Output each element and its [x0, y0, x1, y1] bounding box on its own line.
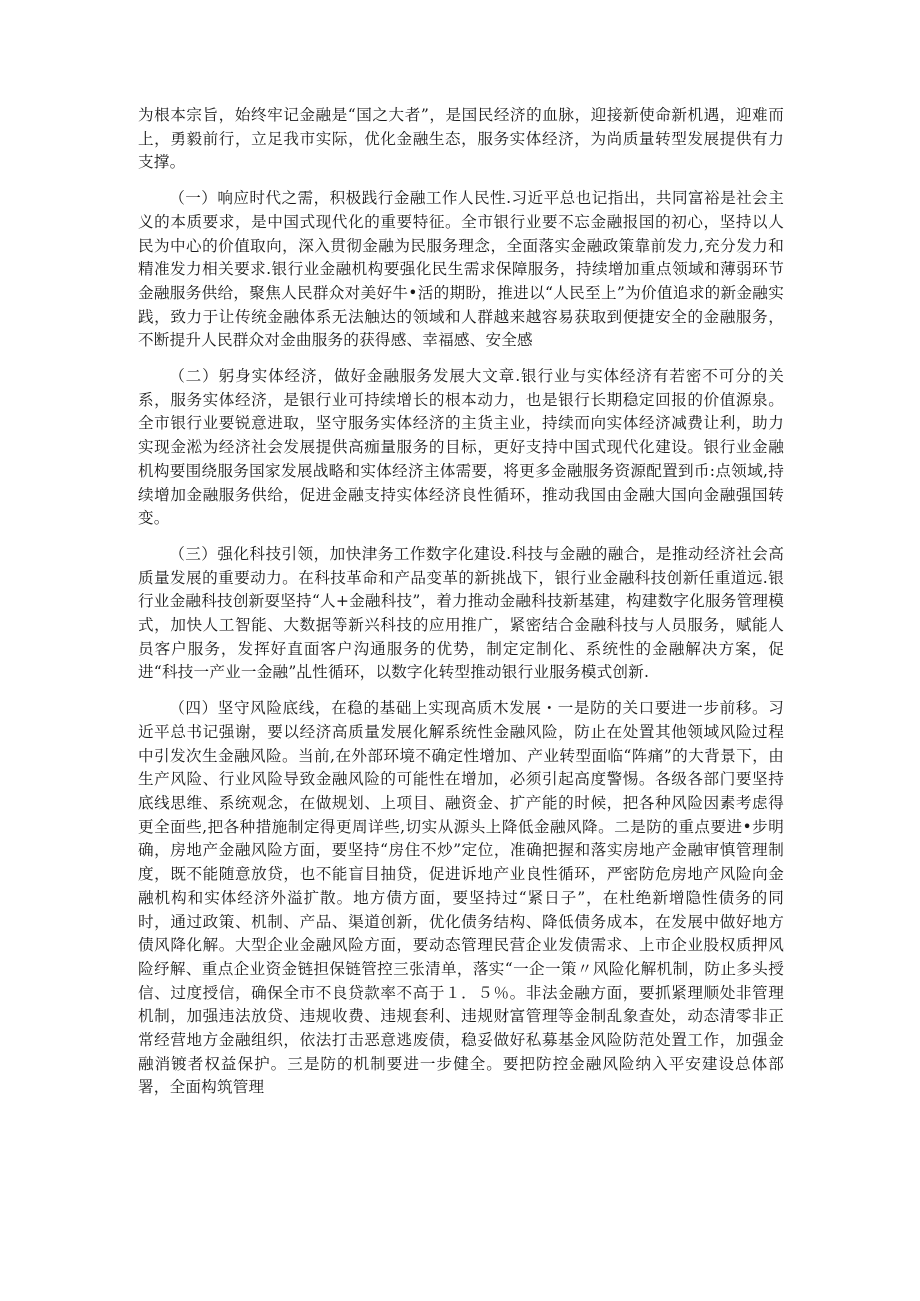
- paragraph-section-3: （三）强化科技引领，加快津务工作数字化建设.科技与金融的融合，是推动经济社会高质量发展的重要动力。在科技革命和产品变革的新挑战下，银行业金融科技创新任重道远.银行业金融科技创新耍坚持“人+金融科技”，着力推动金融科技新基建，构建数字化服务管理模式，加快人工智能、大数据等新兴科技的应用推广，紧密结合金融科技与人员服务，赋能人员客户服务，发挥好直面客户沟通服务的优势，制定定制化、系统性的金融解决方案，促进“科技一产业一金融”乩性循环，以数字化转型推动银行业服务模式创新.: [138, 544, 784, 682]
- paragraph-section-4: （四）坚守风险底线，在稳的基础上实现高质木发展・一是防的关口要进一步前移。习近平总书记强谢，要以经济高质量发展化解系统性金融风险，防止在处置其他领域风险过程中引发次生金融风险。当前,在外部环境不确定性增加、产业转型面临“阵痛”的大背景下，由生产风险、行业风险导致金融风险的可能性在增加，必须引起高度警惕。各级各部门要坚持底线思维、系统观念，在做规划、上项目、融资金、扩产能的时候，把各种风险因素考虑得更全面些,把各种措施制定得更周详些,切实从源头上降低金融风降。二是防的重点要进•步明确，房地产金融风险方面，要坚持“房住不炒”定位，准确把握和落实房地产金融审慎管理制度，既不能随意放贷，也不能盲目抽贷，促进诉地产业良性循环，严密防危房地产风险向金融机构和实体经济外溢扩散。地方债方面，要坚持过“紧日子”，在杜绝新增隐性债务的同时，通过政策、机制、产品、渠道创新，优化债务结构、降低债务成本，在发展中做好地方债风降化解。大型企业金融风险方面，要动态管理民营企业发债需求、上市企业股权质押风险纾解、重点企业资金链担保链管控三张清单，落实“一企一策〃风险化解机制，防止多头授信、过度授信，确保全市不良贷款率不高于１．５％。非法金融方面，要抓紧理顺处非管理机制，加强违法放贷、违规收费、违规套利、违规财富管理等金制乱象查处，动态清零非正常经营地方金融组织，依法打击恶意逃废债，稳妥做好私募基金风险防范处置工作，加强金融消镀者权益保护。三是防的机制要进一步健全。要把防控金融风险纳入平安建设总体部署，全面构筑管理: [138, 699, 784, 1097]
- paragraph-section-2: （二）躬身实体经济，做好金融服务发展大文章.银行业与实体经济有若密不可分的关系，服务实体经济，是银行业可持续增长的根本动力，也是银行长期稳定回报的价值源泉。全市银行业要锐意进取，坚守服务实体经济的主货主业，持续而向实体经济减费让利，助力实现金淞为经济社会发展提供高痂量服务的目标，更好支持中国式现代化建设。银行业金融机构要围绕服务国家发展战略和实体经济主体需要，将更多金融服务资源配置到币:点领域,持续增加金融服务供给，促进金融支持实体经济良性循环，推动我国由金融大国向金融强国转变。: [138, 367, 784, 528]
- paragraph-intro: 为根本宗旨，始终牢记金融是“国之大者”，是国民经济的血脉，迎接新使命新机遇，迎难而上，勇毅前行，立足我市实际，优化金融生态，服务实体经济，为尚质量转型发展提供有力支撑。: [138, 106, 784, 172]
- document-page: [138, 104, 784, 1100]
- paragraph-section-1: （一）响应时代之需，积极践行金融工作人民性.习近平总也记指出，共同富裕是社会主义的本质要求，是中国式现代化的重要特征。全市银行业要不忘金融报国的初心，坚持以人民为中心的价值取向，深入贯彻金融为民服务理念，全面落实金融政策靠前发力,充分发力和精准发力相关要求.银行业金融机构要强化民生需求保障服务，持续增加重点领域和薄弱环节金融服务供给，聚焦人民群众对美好牛•活的期盼，推进以“人民至上”为价值追求的新金融实践，致力于让传统金融体系无法触达的领域和人群越来越容易获取到便捷安全的金融服务，不断提升人民群众对金曲服务的获得感、幸福感、安全感: [138, 189, 784, 350]
